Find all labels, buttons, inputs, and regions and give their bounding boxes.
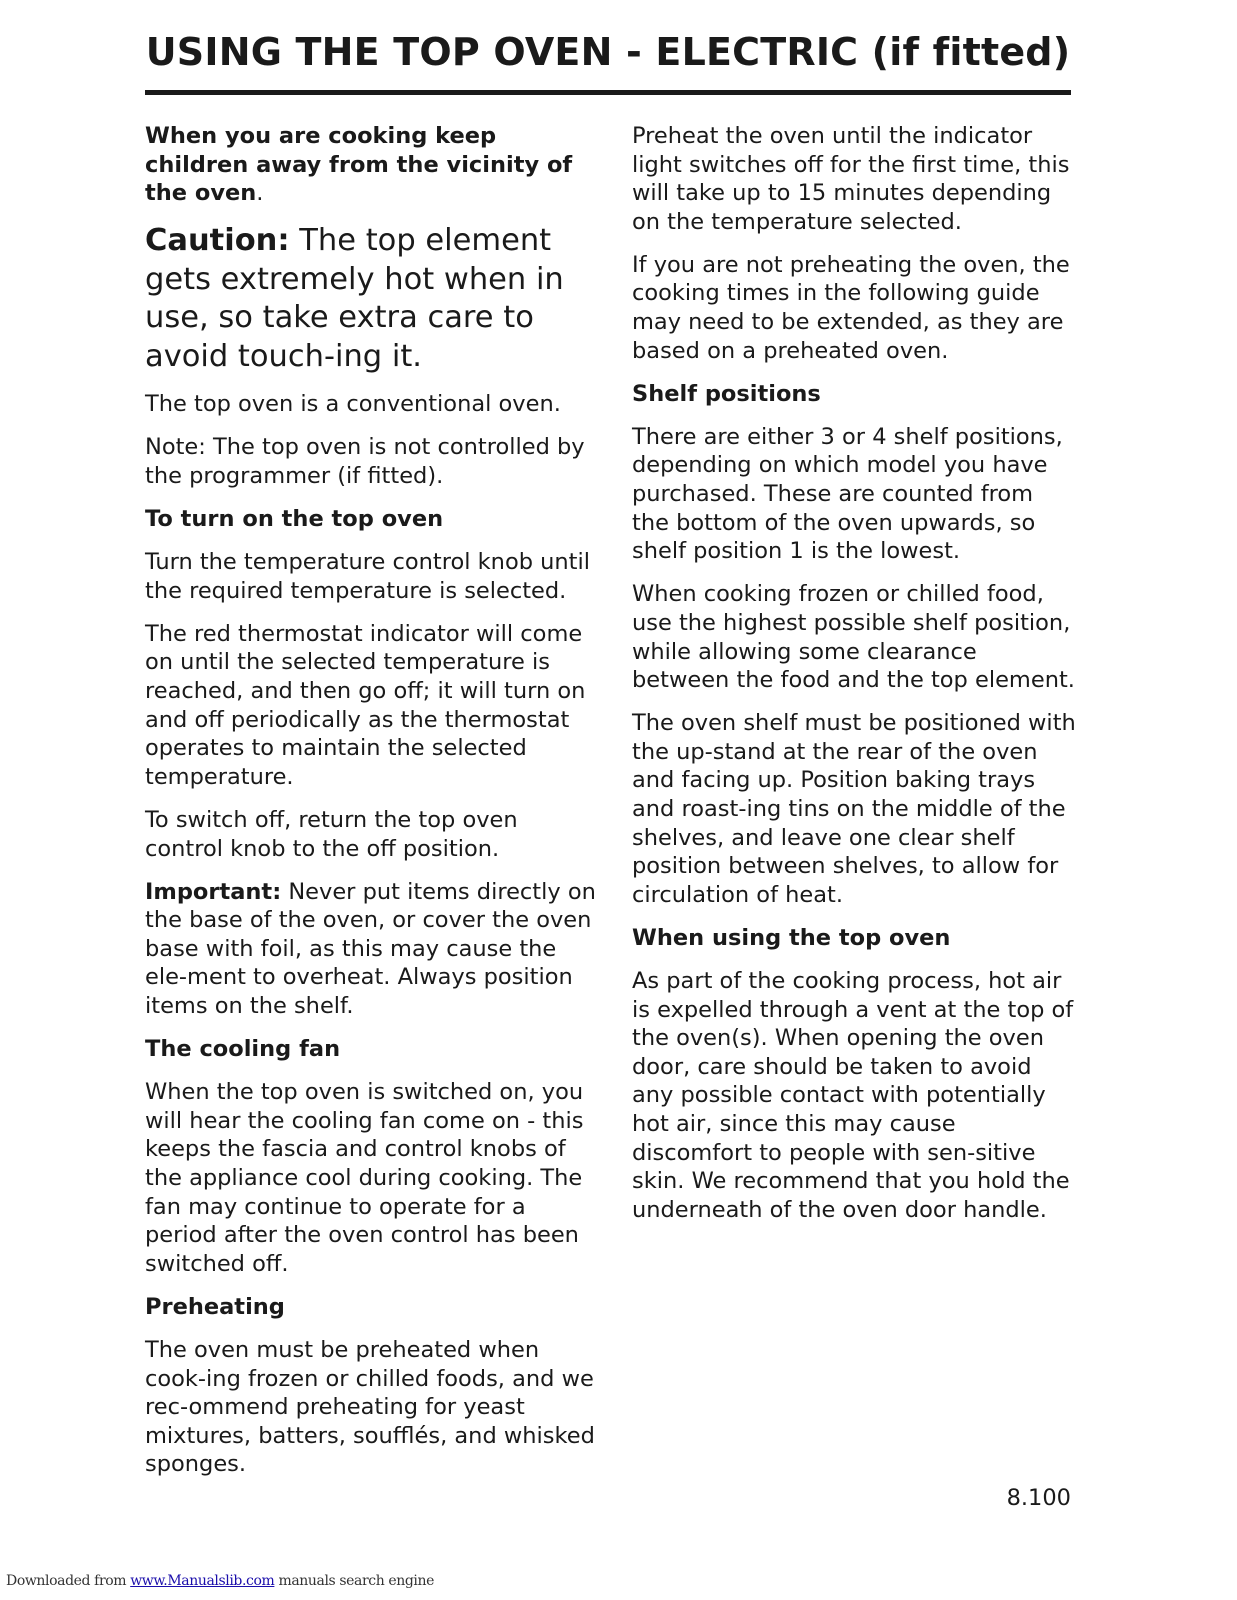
heading-cooling-fan: The cooling fan xyxy=(145,1036,341,1063)
programmer-note-paragraph: Note: The top oven is not controlled by the programmer (if fitted). xyxy=(145,434,585,489)
preheating-paragraph: The oven must be preheated when cook-ing frozen or chilled foods, and we rec-ommend preheating for yeast mixtures, batters, soufflés, and whisked sponges. xyxy=(145,1336,595,1478)
turn-knob-paragraph: Turn the temperature control knob until the required temperature is selected. xyxy=(145,549,590,604)
right-column xyxy=(632,122,1077,1239)
not-preheating-paragraph: If you are not preheating the oven, the cooking times in the following guide may need to be extended, as they are based on a preheated oven. xyxy=(632,251,1070,364)
child-safety-warning xyxy=(145,122,597,208)
switch-off-paragraph: To switch off, return the top oven control knob to the off position. xyxy=(145,806,518,862)
important-label: Important: xyxy=(145,878,282,905)
page-number: 8.100 xyxy=(1006,1485,1071,1511)
important-text: Never put items directly on the base of the oven, or cover the oven base with foil, as this may cause the ele-ment to overheat. Always position items on the shelf. xyxy=(145,878,596,1019)
shelf-upstand-paragraph: The oven shelf must be positioned with the up-stand at the rear of the oven and facing up. Position baking trays and roast-ing tins on the middle of the shelves, and leave one clear shelf position between shelves, to allow for circulation of heat. xyxy=(632,710,1076,908)
conventional-oven-paragraph: The top oven is a conventional oven. xyxy=(145,391,561,418)
download-footer xyxy=(6,1572,434,1590)
cooling-fan-paragraph: When the top oven is switched on, you will hear the cooling fan come on - this keeps the fascia and control knobs of the appliance cool during cooking. The fan may continue to operate for a period after the oven control has been switched off. xyxy=(145,1079,584,1277)
shelf-count-paragraph: There are either 3 or 4 shelf positions, depending on which model you have purchased. These are counted from the bottom of the oven upwards, so shelf position 1 is the lowest. xyxy=(632,423,1063,565)
title-divider xyxy=(145,90,1071,95)
caution-text: The top element gets extremely hot when in use, so take extra care to avoid touch-ing it. xyxy=(145,223,564,374)
child-safety-warning-tail: . xyxy=(256,180,264,207)
preheat-indicator-paragraph: Preheat the oven until the indicator light switches off for the first time, this will take up to 15 minutes depending on the temperature selected. xyxy=(632,123,1070,235)
heading-when-using-top-oven: When using the top oven xyxy=(632,924,951,951)
thermostat-indicator-paragraph: The red thermostat indicator will come on until the selected temperature is reached, and then go off; it will turn on and off periodically as the thermostat operates to maintain the selected temperature. xyxy=(145,620,586,790)
important-paragraph xyxy=(145,878,597,1021)
hot-air-paragraph: As part of the cooking process, hot air is expelled through a vent at the top of the oven(s). When opening the oven door, care should be taken to avoid any possible contact with potentially hot air, since this may cause discomfort to people with sen-sitive skin. We recommend that you hold the underneath of the oven door handle. xyxy=(632,967,1074,1223)
footer-suffix: manuals search engine xyxy=(274,1573,435,1589)
footer-prefix: Downloaded from xyxy=(6,1573,131,1589)
heading-turn-on-top-oven: To turn on the top oven xyxy=(145,506,444,533)
manualslib-link[interactable]: www.Manualslib.com xyxy=(130,1573,275,1589)
caution-paragraph xyxy=(145,222,597,376)
page-title: USING THE TOP OVEN - ELECTRIC (if fitted) xyxy=(145,30,1071,74)
caution-label: Caution: xyxy=(145,223,290,259)
child-safety-warning-bold: When you are cooking keep children away from the vicinity of the oven xyxy=(145,123,573,207)
left-column xyxy=(145,122,597,1493)
frozen-food-paragraph: When cooking frozen or chilled food, use the highest possible shelf position, while allowing some clearance between the food and the top element. xyxy=(632,581,1075,694)
heading-preheating: Preheating xyxy=(145,1293,285,1320)
heading-shelf-positions: Shelf positions xyxy=(632,380,821,407)
